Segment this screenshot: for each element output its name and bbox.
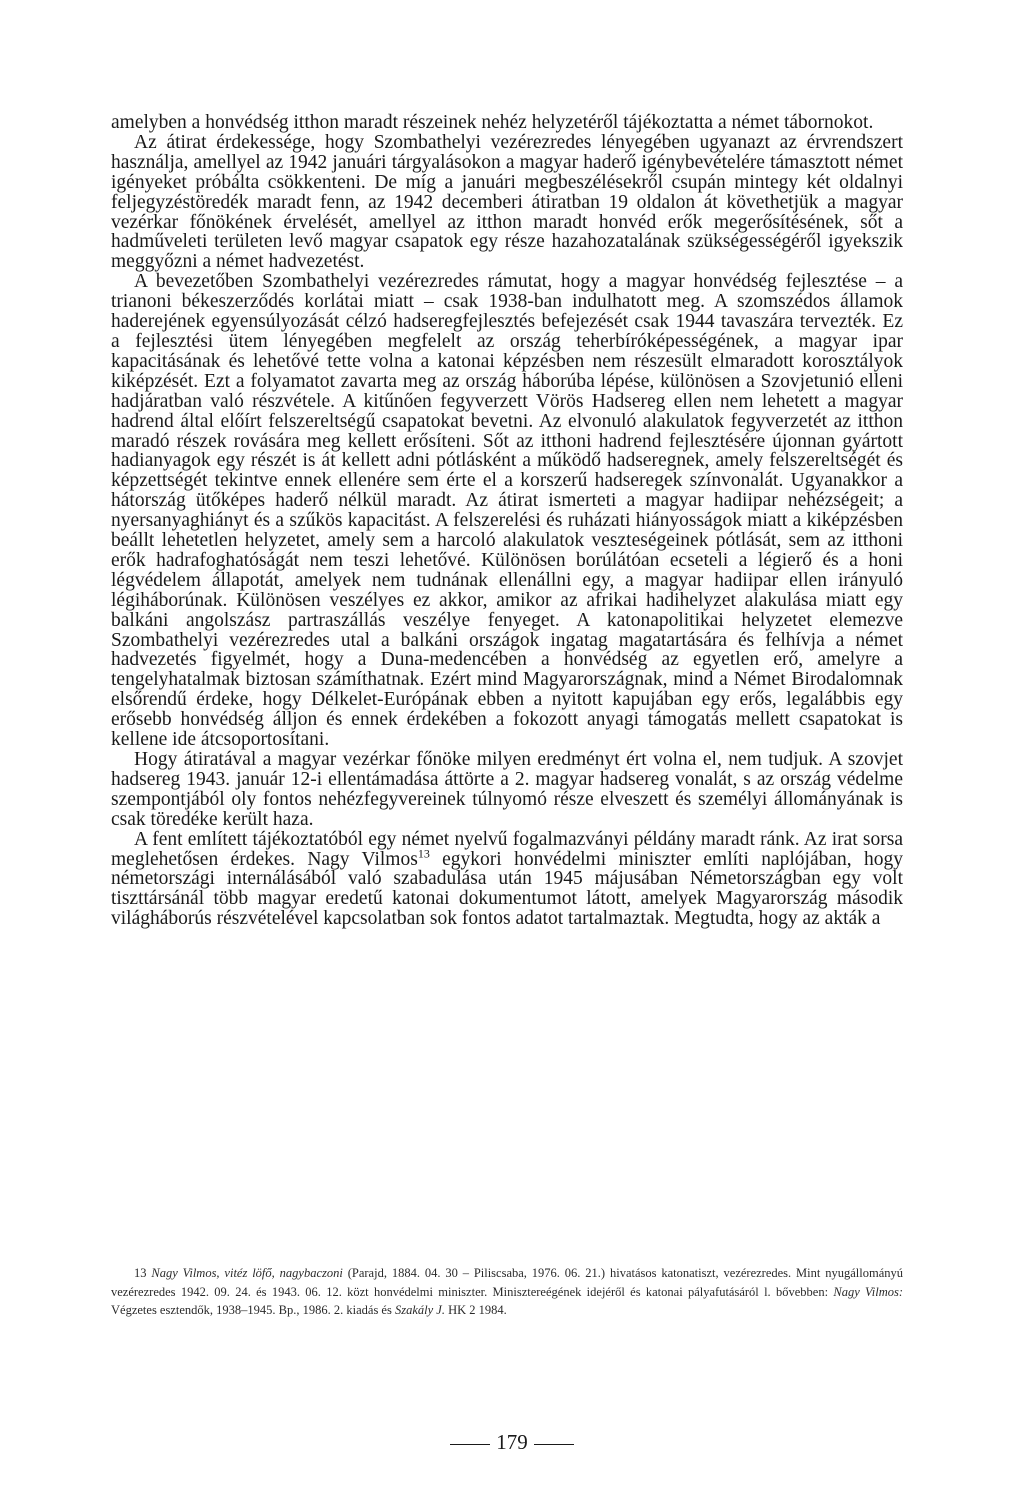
footnote-reference: 13 (417, 846, 430, 861)
footnote-13 (111, 1264, 903, 1320)
footnote-text-1: (Parajd, 1884. 04. 30 – Piliscsaba, 1976. 06. 21.) hivatásos katonatiszt, vezérezredes. Mint nyugállományú vezérezredes 1942. 09. 24. és 1943. 06. 12. közt honvédelmi miniszter. Minisztereégének idejéről és katonai pályafutásáról l. bővebben: (111, 1266, 903, 1299)
paragraph-1: amelyben a honvédség itthon maradt részeinek nehéz helyzetéről tájékoztatta a német tábornokot. (111, 112, 874, 133)
page-content (111, 113, 903, 929)
paragraph-5 (111, 830, 903, 930)
paragraph-2: Az átirat érdekessége, hogy Szombathelyi vezérezredes lényegében ugyanazt az érvrendszert használja, amellyel az 1942 januári tárgyalásokon a magyar haderő igénybevételére támasztott német igényeket próbálta csökkenteni. De míg a januári megbeszélésekről csupán mintegy két oldalnyi feljegyzéstöredék maradt fenn, az 1942 decemberi átiratban 19 oldalon át követhetjük a magyar vezérkar főnökének érvelését, amellyel az itthon maradt honvéd erők megerősítésének, sőt a hadműveleti területen levő magyar csapatok egy része hazahozatalának szükségességéről igyekszik meggyőzni a német hadvezetést. (111, 131, 903, 273)
paragraph-4: Hogy átiratával a magyar vezérkar főnöke milyen eredményt ért volna el, nem tudjuk. A szovjet hadsereg 1943. január 12-i ellentámadása áttörte a 2. magyar hadsereg vonalát, s az ország védelme szempontjából oly fontos nehézfegyvereinek túlnyomó része elveszett és személyi állományának is csak töredéke került haza. (111, 749, 903, 830)
footnote-ref-author: Nagy Vilmos: (833, 1284, 904, 1299)
paragraph-3: A bevezetőben Szombathelyi vezérezredes rámutat, hogy a magyar honvédség fejlesztése – a trianoni békeszerződés korlátai miatt – csak 1938-ban indulhatott meg. A szomszédos államok haderejének egyensúlyozását célzó hadseregfejlesztés befejezését csak 1944 tavaszára tervezték. Ez a fejlesztési ütem lényegében megfelelt az ország teherbíróképességének, a magyar ipar kapacitásának és lehetővé tette volna a katonai képzésben nem részesült elmaradott korosztályok kiképzését. Ezt a folyamatot zavarta meg az ország háborúba lépése, különösen a Szovjetunió elleni hadjáratban való részvétele. A kitűnően fegyverzett Vörös Hadsereg ellen nem lehetett a magyar hadrend által előírt felszereltségű csapatokat bevetni. Az elvonuló alakulatok fegyverzetét az itthon maradó részek rovására meg kellett erősíteni. Sőt az itthoni hadrend fejlesztésére újonnan gyártott hadianyagok egy részét is át kellett adni pótlásként a működő hadseregnek, amely felszereltségét és képzettségét tekintve ennek ellenére sem érte el a korszerű hadseregek színvonalát. Ugyanakkor a hátország ütőképes haderő nélkül maradt. Az átirat ismerteti a magyar hadiipar nehézségeit; a nyersanyaghiányt és a szűkös kapacitást. A felszerelési és ruházati hiányosságok miatt a kiképzésben beállt lehetetlen helyzetet, amely sem a harcoló alakulatok veszteségeinek pótlását, sem az itthoni erők hadrafoghatóságát nem teszi lehetővé. Különösen borúlátóan ecseteli a légierő és a honi légvédelem állapotát, amelyek nem tudnának ellenállni egy, a magyar hadiipar ellen irányuló légiháborúnak. Különösen veszélyes ez akkor, amikor az afrikai hadihelyzet alakulása miatt egy balkáni angolszász partraszállás veszélye fenyeget. A katonapolitikai helyzetet elemezve Szombathelyi vezérezredes utal a balkáni országok ingatag magatartására és felhívja a német hadvezetés figyelmét, hogy a Duna-medencében a honvédség az egyetlen erő, amelyre a tengelyhatalmak biztosan számíthatnak. Ezért mind Magyarországnak, mind a Német Birodalomnak elsőrendű érdeke, hogy Délkelet-Európának ebben a nyitott kapujában egy erős, legalábbis egy erősebb honvédség álljon és ennek érdekében a fokozott anyagi támogatás mellett csapatokat is kellene ide átcsoportosítani. (111, 271, 903, 751)
footnotes (111, 1264, 903, 1320)
footnote-number: 13 (134, 1266, 147, 1280)
paragraph-5-start: A fent említett tájékoztatóból egy német nyelvű fogalmazványi példány maradt ránk. Az irat sorsa meglehetősen érdekes. Nagy Vilmos (111, 828, 903, 870)
page-number-dash-right (534, 1444, 574, 1445)
page-number (0, 1430, 1024, 1455)
page-number-dash-left (450, 1444, 490, 1445)
footnote-text-3: HK 2 1984. (444, 1303, 507, 1317)
footnote-text-2: Végzetes esztendők, 1938–1945. Bp., 1986. 2. kiadás és (111, 1303, 395, 1317)
paragraph-5-end: egykori honvédelmi miniszter említi naplójában, hogy németországi internálásából való szabadulása után 1945 májusában Németországban egy volt tiszttársánál több magyar eredetű katonai dokumentumot látott, amelyek Magyarország második világháborús részvételével kapcsolatban sok fontos adatot tartalmaztak. Megtudta, hogy az akták a (111, 848, 903, 930)
footnote-ref-2: Szakály J. (394, 1303, 445, 1317)
page-number-value: 179 (496, 1430, 528, 1454)
body-text (111, 113, 903, 929)
footnote-author: Nagy Vilmos, vitéz löfő, nagybaczoni (151, 1266, 343, 1280)
